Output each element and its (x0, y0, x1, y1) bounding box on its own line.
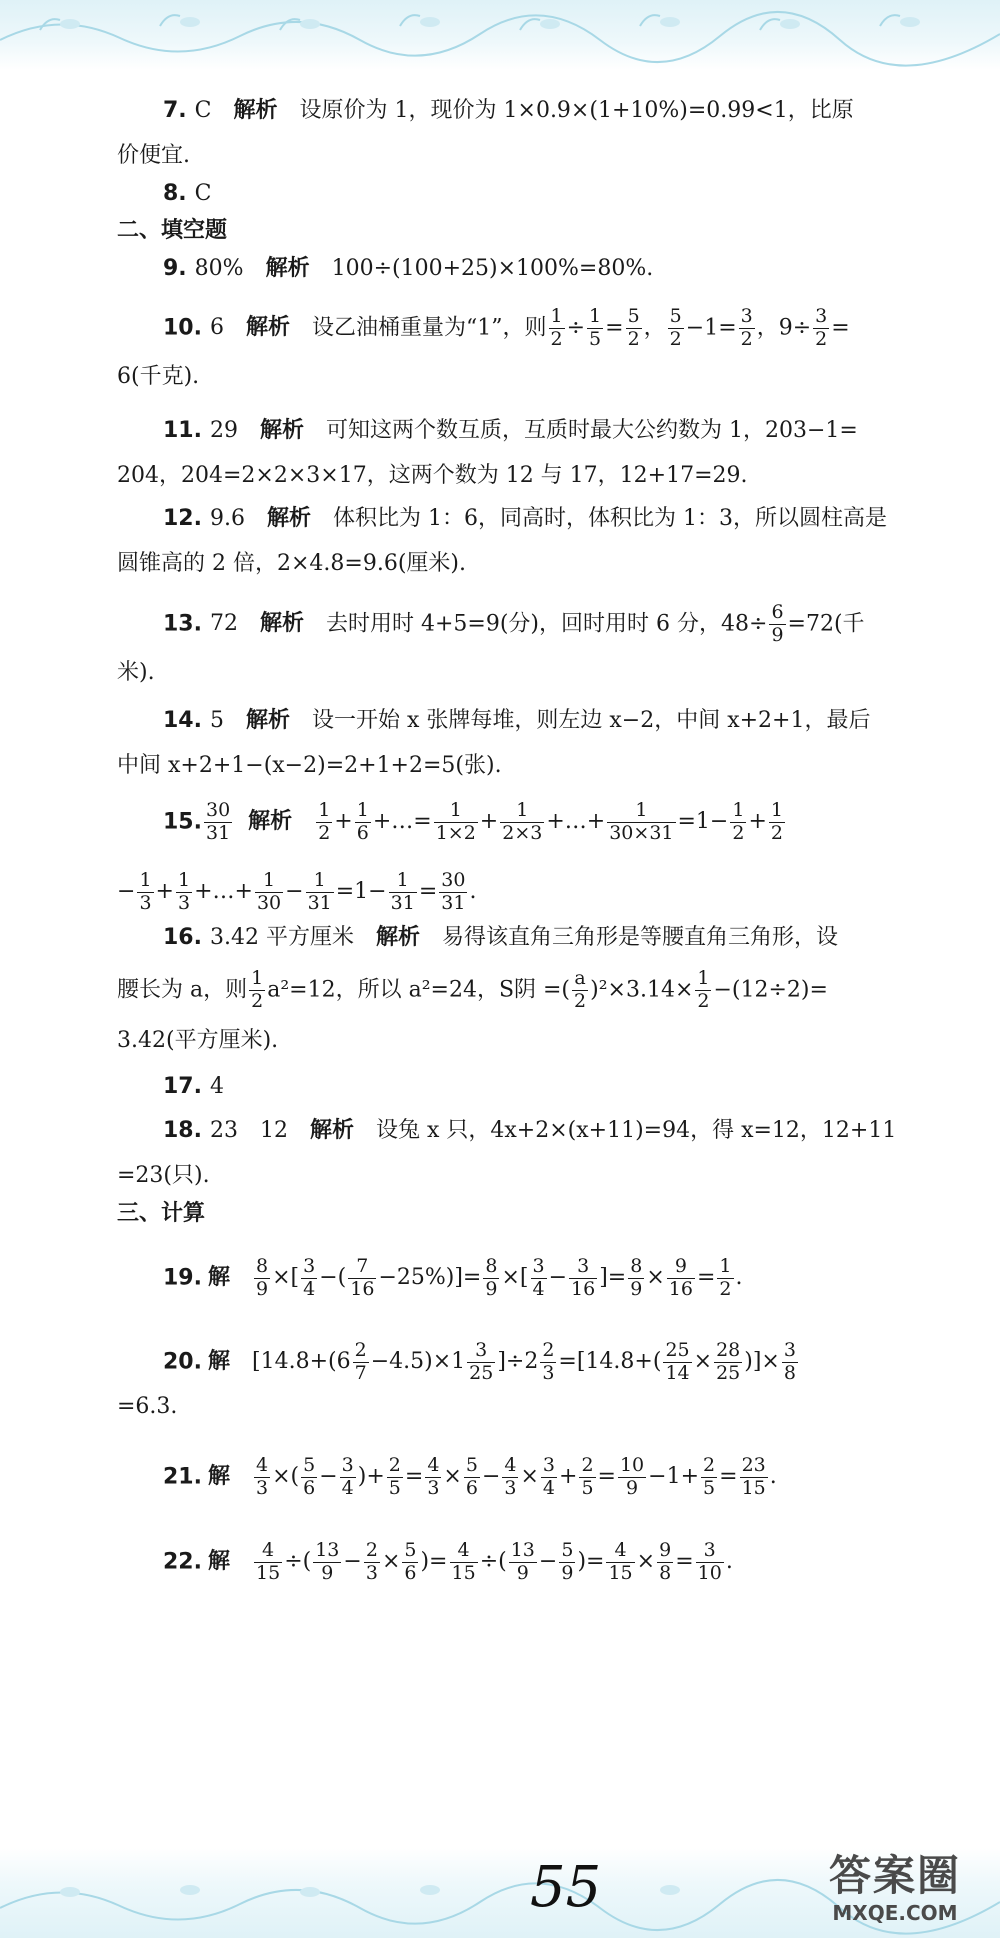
q16-text: 易得该直角三角形是等腰直角三角形，设 (441, 925, 838, 950)
q12-analysis-label: 解析 (266, 506, 311, 531)
fraction: $\frac{1}{2}$ (770, 799, 783, 844)
watermark-line2: MXQE.COM (832, 1901, 958, 1925)
q18-text: 设兔 x 只，4x+2×(x+11)=94，得 x=12，12+11 (376, 1118, 897, 1143)
q20-solution-label: 解 (207, 1349, 230, 1375)
expression-text: − (117, 879, 136, 905)
expression-text: . (469, 879, 477, 905)
expression-text: + (559, 1464, 578, 1490)
expression-text: × (646, 1265, 665, 1291)
expression-text: =1− (677, 809, 729, 835)
fraction: $\frac{13}{9}$ (510, 1539, 535, 1584)
expression-text: =[14.8+( (558, 1349, 662, 1375)
q7-answer: C (194, 98, 212, 123)
q13-number: 13. (163, 611, 202, 637)
q15-line2 (117, 870, 476, 915)
fraction: $\frac{2}{3}$ (542, 1339, 555, 1384)
expression-text: +…+ (194, 879, 253, 905)
expression-text: )= (420, 1549, 448, 1575)
fraction: $\frac{8}{9}$ (630, 1255, 643, 1300)
expression-text: −4.5)×1 (370, 1349, 466, 1375)
q16-answer: 3.42 平方厘米 (209, 925, 354, 950)
expression-text: )]× (744, 1349, 780, 1375)
q21-solution-label: 解 (207, 1464, 230, 1490)
watermark-line1: 答案圈 (828, 1851, 961, 1900)
expression-text: ÷( (479, 1549, 507, 1575)
fraction: $\frac{3}{16}$ (571, 1255, 596, 1300)
q19-expression (252, 1255, 743, 1300)
fraction: $\frac{6}{9}$ (771, 601, 784, 646)
fraction: $\frac{4}{15}$ (256, 1539, 281, 1584)
q18-line2 (117, 1165, 210, 1187)
q16-number: 16. (163, 925, 202, 950)
expression-text: − (343, 1549, 362, 1575)
q11-text: 可知这两个数互质，互质时最大公约数为 1，203−1= (326, 418, 858, 443)
fraction: $\frac{28}{25}$ (716, 1339, 741, 1384)
expression-text: ×[ (272, 1265, 300, 1291)
q22-solution-label: 解 (207, 1549, 230, 1575)
expression-text: [14.8+(6 (252, 1349, 351, 1375)
fraction: $\frac{1}{2}$ (719, 1255, 732, 1300)
q12-answer: 9.6 (209, 506, 245, 531)
expression-text: . (769, 1464, 777, 1490)
fraction: $\frac{1}{6}$ (356, 799, 369, 844)
fraction: $\frac{1}{31}$ (390, 869, 415, 914)
fraction: $\frac{4}{15}$ (451, 1539, 476, 1584)
expression-text: = (696, 1265, 716, 1291)
leaf-pattern-icon (0, 0, 1000, 70)
section-calculation: 三、计算 (117, 1201, 206, 1226)
q17-answer: 4 (209, 1074, 224, 1099)
expression-text: )+ (357, 1464, 385, 1490)
q15-line1 (163, 800, 787, 845)
expression-text: . (725, 1549, 733, 1575)
expression-text: ÷( (284, 1549, 312, 1575)
fraction: $\frac{5}{6}$ (465, 1454, 478, 1499)
q18-text2: =23(只). (117, 1163, 210, 1188)
fraction: $\frac{25}{14}$ (665, 1339, 690, 1384)
q13-answer: 72 (209, 611, 238, 637)
q22-number: 22. (163, 1549, 202, 1575)
q12-text2: 圆锥高的 2 倍，2×4.8=9.6(厘米). (117, 551, 466, 576)
q9-number: 9. (163, 256, 187, 281)
q21-number: 21. (163, 1464, 202, 1490)
fraction: $\frac{7}{16}$ (350, 1255, 375, 1300)
expression-text: + (748, 809, 767, 835)
q20-line1 (163, 1340, 800, 1385)
fraction: $\frac{3}{4}$ (542, 1454, 555, 1499)
fraction: $\frac{5}{6}$ (303, 1454, 316, 1499)
q18-analysis-label: 解析 (309, 1118, 354, 1143)
fraction: $\frac{2}{5}$ (703, 1454, 716, 1499)
q14-line2 (117, 755, 502, 777)
q15-expression (314, 799, 787, 844)
q14-number: 14. (163, 708, 202, 733)
fraction: $\frac{1}{2}$ (732, 799, 745, 844)
q9-line (163, 258, 653, 280)
fraction: $\frac{3}{2}$ (815, 305, 828, 350)
q13-text2: 米). (117, 660, 155, 685)
q13-line2 (117, 662, 155, 684)
fraction: $\frac{3}{4}$ (303, 1255, 316, 1300)
fraction: $\frac{1}{3}$ (139, 869, 152, 914)
expression-text: − (548, 1265, 568, 1291)
q16-line3 (117, 1030, 278, 1052)
q21-expression (252, 1454, 777, 1499)
expression-text: × (381, 1549, 401, 1575)
q18-answer: 23 12 (209, 1118, 288, 1143)
expression-text: + (334, 809, 353, 835)
expression-text: − (538, 1549, 558, 1575)
fraction: $\frac{8}{9}$ (256, 1255, 269, 1300)
q12-text: 体积比为 1：6，同高时，体积比为 1：3，所以圆柱高是 (333, 506, 887, 531)
q20-text2: =6.3. (117, 1394, 178, 1419)
watermark-logo (795, 1851, 995, 1935)
q12-number: 12. (163, 506, 202, 531)
expression-text: +…= (372, 809, 432, 835)
expression-text: = (597, 1464, 616, 1490)
q9-text: 100÷(100+25)×100%=80%. (331, 256, 654, 281)
q18-line1 (163, 1120, 896, 1142)
q16-analysis-label: 解析 (375, 925, 420, 950)
expression-text: )= (577, 1549, 605, 1575)
q18-number: 18. (163, 1118, 202, 1143)
fraction: $\frac{1}{30}$ (256, 869, 282, 914)
fraction: $\frac{1}{1\times 2}$ (435, 799, 476, 844)
q7-line2 (117, 145, 190, 167)
q14-analysis-label: 解析 (245, 708, 290, 733)
fraction: $\frac{4}{3}$ (504, 1454, 517, 1499)
q19-solution-label: 解 (207, 1265, 230, 1291)
q9-analysis-label: 解析 (265, 256, 310, 281)
section-fill-in: 二、填空题 (117, 218, 228, 243)
q20-expression (252, 1339, 800, 1384)
fraction: $\frac{5}{2}$ (627, 305, 640, 350)
q8-answer: C (194, 181, 212, 206)
q20-number: 20. (163, 1349, 202, 1375)
q10-line2 (117, 366, 199, 388)
q22-line (163, 1540, 733, 1585)
fraction: $\frac{2}{5}$ (388, 1454, 401, 1499)
fraction: $\frac{3}{4}$ (532, 1255, 545, 1300)
expression-text: =1− (335, 879, 387, 905)
fraction: $\frac{3}{25}$ (469, 1339, 494, 1384)
q11-line1 (163, 420, 858, 442)
q7-analysis-label: 解析 (233, 98, 278, 123)
fraction: $\frac{2}{5}$ (581, 1454, 594, 1499)
q20-line2 (117, 1396, 177, 1418)
expression-text: −25%)]= (378, 1265, 482, 1291)
fraction: $\frac{1}{5}$ (589, 305, 602, 350)
expression-text: × (443, 1464, 462, 1490)
q10-text: 设乙油桶重量为“1”，则 (312, 315, 547, 341)
fraction: $\frac{10}{9}$ (619, 1454, 645, 1499)
q12-line2 (117, 553, 466, 575)
q15-answer: $\frac{30}{31}$ (205, 799, 231, 844)
fraction: $\frac{4}{3}$ (427, 1454, 440, 1499)
fraction: $\frac{4}{15}$ (608, 1539, 633, 1584)
q22-expression (252, 1539, 733, 1584)
fraction: $\frac{5}{9}$ (561, 1539, 574, 1584)
expression-text: ]= (599, 1265, 627, 1291)
q7-line1 (163, 100, 854, 122)
q13-text: 去时用时 4+5=9(分)，回时用时 6 分，48÷ (326, 611, 768, 637)
fraction: $\frac{a}{2}$ (574, 967, 587, 1012)
fraction: $\frac{5}{2}$ (669, 305, 682, 350)
q10-line1: 10. 6 解析 设乙油桶重量为“1”，则 $\frac{1}{2}$ ÷ $\frac{1}{5}$ = $\frac{5}{2}$ ， $\frac{5}{2}$ −1= $\frac{3}{2}$ ，9÷ $\frac{3}{2}$ = (163, 305, 850, 350)
q11-text2: 204，204=2×2×3×17，这两个数为 12 与 17，12+17=29. (117, 463, 748, 488)
q11-analysis-label: 解析 (259, 418, 304, 443)
fraction: $\frac{8}{9}$ (485, 1255, 498, 1300)
expression-text: = (404, 1464, 424, 1490)
fraction: $\frac{9}{8}$ (659, 1539, 672, 1584)
q14-text: 设一开始 x 张牌每堆，则左边 x−2，中间 x+2+1，最后 (312, 708, 871, 733)
fraction: $\frac{1}{2\times 3}$ (502, 799, 543, 844)
expression-text: ×[ (501, 1265, 529, 1291)
fraction: $\frac{9}{16}$ (668, 1255, 693, 1300)
page-number: 55 (530, 1855, 602, 1920)
expression-text: − (285, 879, 304, 905)
fraction: $\frac{13}{9}$ (315, 1539, 340, 1584)
expression-text: = (418, 879, 438, 905)
fraction: $\frac{30}{31}$ (441, 869, 466, 914)
expression-text: ×( (272, 1464, 300, 1490)
q12-line1 (163, 508, 887, 530)
expression-text: × (520, 1464, 539, 1490)
q17-line (163, 1076, 246, 1098)
q10-answer: 6 (209, 315, 224, 341)
q16-line1 (163, 927, 838, 949)
fraction: $\frac{2}{3}$ (365, 1539, 378, 1584)
q7-text2: 价便宜. (117, 143, 190, 168)
q16-text3: 3.42(平方厘米). (117, 1028, 279, 1053)
q7-text: 设原价为 1，现价为 1×0.9×(1+10%)=0.99<1，比原 (299, 98, 854, 123)
q19-line (163, 1256, 743, 1301)
q15-analysis-label: 解析 (248, 809, 293, 835)
q17-number: 17. (163, 1074, 202, 1099)
q11-number: 11. (163, 418, 202, 443)
fraction: $\frac{1}{2}$ (550, 305, 563, 350)
expression-text: − (481, 1464, 501, 1490)
top-decorative-border (0, 0, 1000, 70)
q14-line1 (163, 710, 871, 732)
q10-analysis-label: 解析 (245, 315, 290, 341)
fraction: $\frac{3}{2}$ (740, 305, 753, 350)
q8-line (163, 183, 234, 205)
q16-line2: 腰长为 a，则 $\frac{1}{2}$ a²=12，所以 a²=24，S阴 =( $\frac{a}{2}$ )²×3.14× $\frac{1}{2}$ −(12÷2)= (117, 967, 828, 1012)
expression-text: × (636, 1549, 656, 1575)
fraction: $\frac{1}{2}$ (697, 967, 710, 1012)
q11-answer: 29 (209, 418, 238, 443)
q7-number: 7. (163, 98, 187, 123)
q11-line2 (117, 465, 748, 487)
expression-text: ]÷2 (497, 1349, 539, 1375)
q9-answer: 80% (194, 256, 244, 281)
q21-line (163, 1455, 777, 1500)
expression-text: = (719, 1464, 738, 1490)
fraction: $\frac{1}{2}$ (318, 799, 331, 844)
q14-text2: 中间 x+2+1−(x−2)=2+1+2=5(张). (117, 753, 502, 778)
q10-text2: 6(千克). (117, 364, 200, 389)
fraction: $\frac{3}{10}$ (697, 1539, 722, 1584)
expression-text: + (155, 879, 174, 905)
expression-text: = (675, 1549, 694, 1575)
fraction: $\frac{2}{7}$ (354, 1339, 367, 1384)
expression-text: +…+ (546, 809, 606, 835)
expression-text: × (693, 1349, 713, 1375)
fraction: $\frac{1}{30\times 31}$ (609, 799, 674, 844)
fraction: $\frac{1}{31}$ (307, 869, 332, 914)
q19-number: 19. (163, 1265, 202, 1291)
expression-text: + (479, 809, 499, 835)
expression-text: −( (319, 1265, 347, 1291)
fraction: $\frac{1}{3}$ (177, 869, 191, 914)
fraction: $\frac{1}{2}$ (251, 967, 264, 1012)
fraction: $\frac{3}{4}$ (341, 1454, 354, 1499)
expression-text: −1+ (648, 1464, 700, 1490)
q13-analysis-label: 解析 (259, 611, 304, 637)
fraction: $\frac{4}{3}$ (256, 1454, 269, 1499)
q14-answer: 5 (209, 708, 224, 733)
fraction: $\frac{3}{8}$ (783, 1339, 796, 1384)
expression-text: . (735, 1265, 743, 1291)
q8-number: 8. (163, 181, 187, 206)
q15-expression2 (117, 869, 477, 914)
fraction: $\frac{23}{15}$ (741, 1454, 766, 1499)
expression-text: − (319, 1464, 338, 1490)
q13-line1: 13. 72 解析 去时用时 4+5=9(分)，回时用时 6 分，48÷ $\frac{6}{9}$ =72(千 (163, 601, 865, 646)
fraction: $\frac{5}{6}$ (404, 1539, 417, 1584)
q10-number: 10. (163, 315, 202, 341)
q15-number: 15. (163, 809, 202, 835)
